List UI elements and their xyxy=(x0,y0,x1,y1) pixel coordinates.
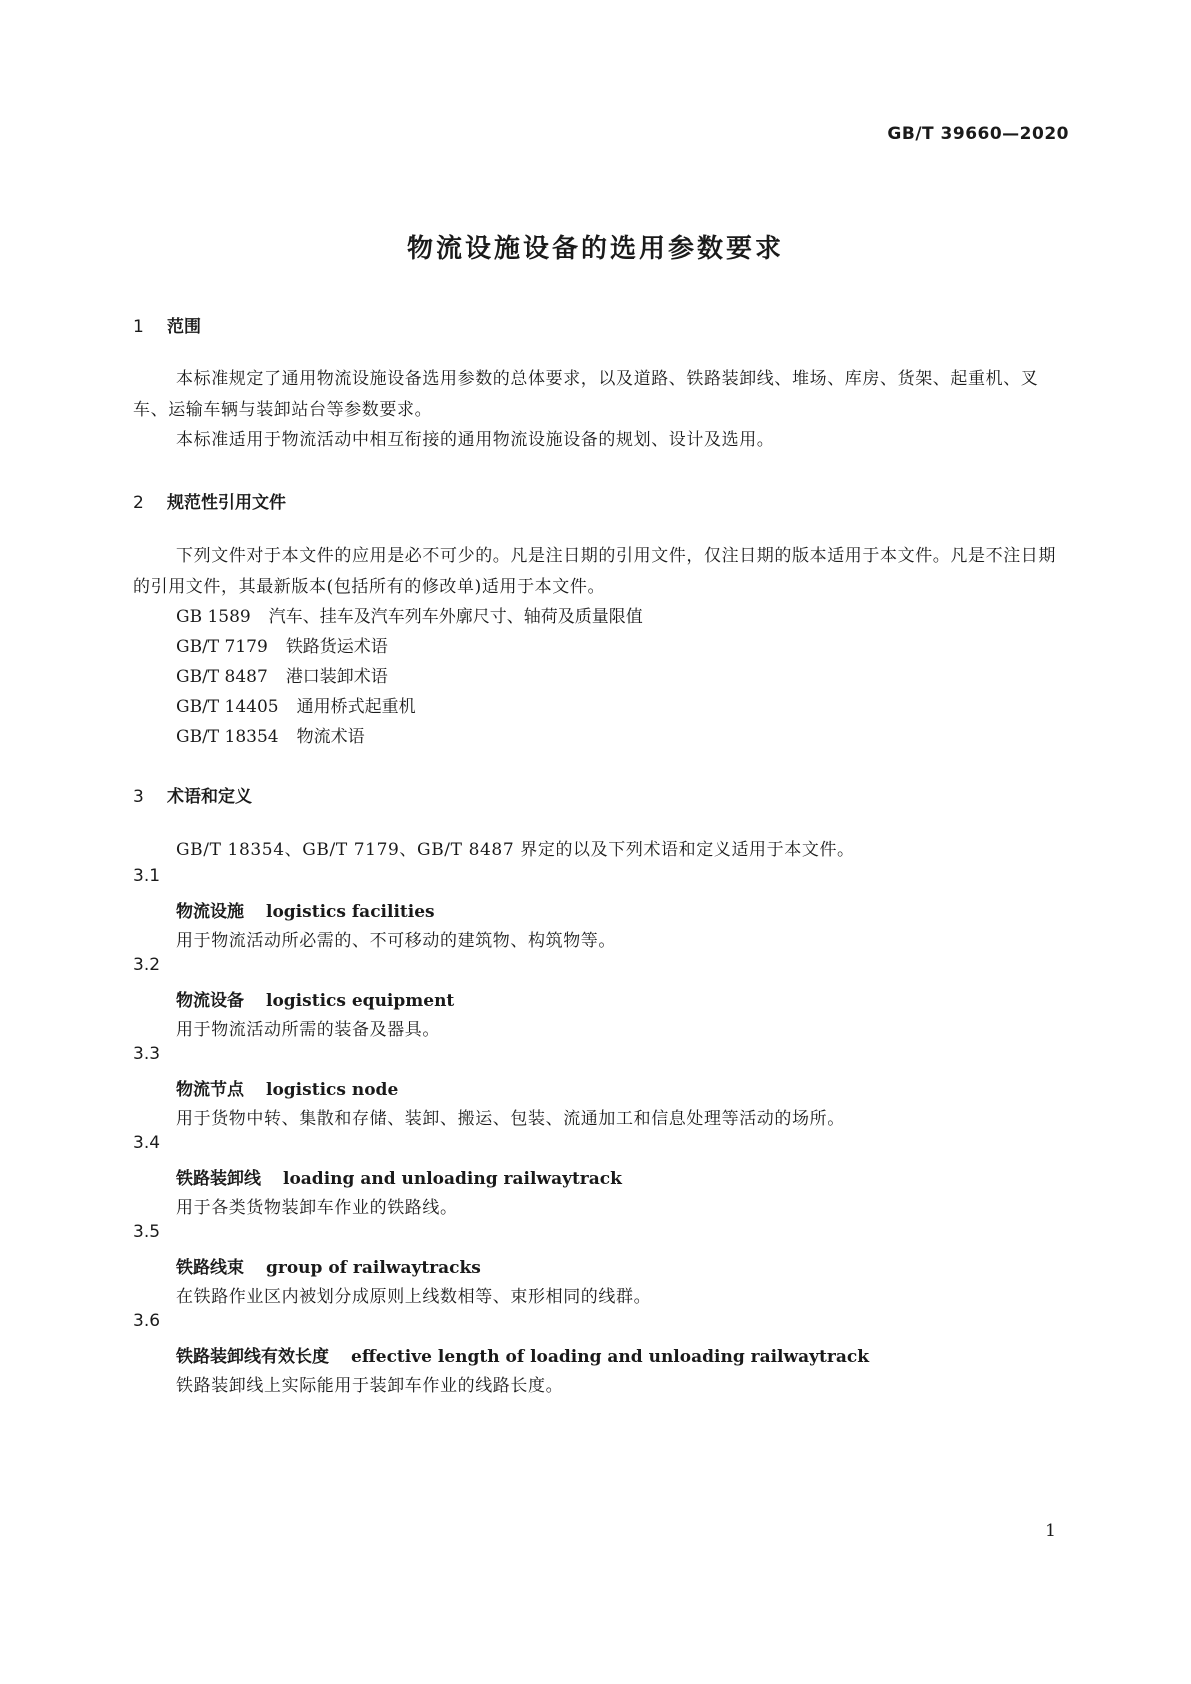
term-name-en: loading and unloading railwaytrack xyxy=(283,1169,622,1189)
term-definition: 铁路装卸线上实际能用于装卸车作业的线路长度。 xyxy=(176,1376,564,1396)
term-definition: 用于货物中转、集散和存储、装卸、搬运、包装、流通加工和信息处理等活动的场所。 xyxy=(176,1109,845,1129)
term-definition: 用于物流活动所需的装备及器具。 xyxy=(176,1020,440,1040)
term-name-en: group of railwaytracks xyxy=(266,1258,481,1278)
reference-code: GB/T 7179 xyxy=(176,637,268,657)
term-name xyxy=(176,986,454,1011)
term-name-en: logistics facilities xyxy=(266,902,435,922)
section-title: 术语和定义 xyxy=(167,787,252,807)
term-name xyxy=(176,897,435,922)
section-number: 2 xyxy=(133,493,144,513)
term-name-zh: 铁路线束 xyxy=(176,1258,244,1278)
term-name-en: logistics equipment xyxy=(266,991,455,1011)
section-number: 1 xyxy=(133,317,144,337)
term-number: 3.2 xyxy=(133,955,161,975)
reference-code: GB 1589 xyxy=(176,607,251,627)
reference-item xyxy=(176,632,388,657)
term-number: 3.1 xyxy=(133,866,161,886)
reference-item xyxy=(176,602,643,627)
term-name xyxy=(176,1164,622,1189)
section-number: 3 xyxy=(133,787,144,807)
reference-code: GB/T 14405 xyxy=(176,697,279,717)
term-name-zh: 物流节点 xyxy=(176,1080,244,1100)
section-title: 规范性引用文件 xyxy=(167,493,286,513)
term-name-en: logistics node xyxy=(266,1080,399,1100)
term-name xyxy=(176,1075,398,1100)
section-3-intro: GB/T 18354、GB/T 7179、GB/T 8487 界定的以及下列术语和定义适用于本文件。 xyxy=(176,840,855,860)
reference-name: 物流术语 xyxy=(296,727,365,747)
reference-name: 通用桥式起重机 xyxy=(296,697,416,717)
term-name xyxy=(176,1253,481,1278)
term-definition: 用于各类货物装卸车作业的铁路线。 xyxy=(176,1198,458,1218)
term-definition: 用于物流活动所必需的、不可移动的建筑物、构筑物等。 xyxy=(176,931,616,951)
term-name-zh: 物流设施 xyxy=(176,902,244,922)
section-2-paragraph-1: 下列文件对于本文件的应用是必不可少的。凡是注日期的引用文件，仅注日期的版本适用于本文件。凡是不注日期的引用文件，其最新版本(包括所有的修改单)适用于本文件。 xyxy=(133,546,1056,597)
term-name-zh: 铁路装卸线有效长度 xyxy=(176,1347,329,1367)
term-name-zh: 铁路装卸线 xyxy=(176,1169,261,1189)
term-number: 3.3 xyxy=(133,1044,161,1064)
term-name-zh: 物流设备 xyxy=(176,991,244,1011)
reference-name: 铁路货运术语 xyxy=(285,637,388,657)
term-definition: 在铁路作业区内被划分成原则上线数相等、束形相同的线群。 xyxy=(176,1287,652,1307)
reference-item xyxy=(176,692,416,717)
section-title: 范围 xyxy=(167,317,201,337)
section-3-heading xyxy=(133,782,252,807)
document-title: 物流设施设备的选用参数要求 xyxy=(406,234,784,264)
reference-code: GB/T 8487 xyxy=(176,667,268,687)
page-number: 1 xyxy=(1045,1521,1056,1541)
term-name-en: effective length of loading and unloading railwaytrack xyxy=(351,1347,869,1367)
term-number: 3.6 xyxy=(133,1311,161,1331)
reference-name: 汽车、挂车及汽车列车外廓尺寸、轴荷及质量限值 xyxy=(268,607,643,627)
term-number: 3.4 xyxy=(133,1133,161,1153)
reference-name: 港口装卸术语 xyxy=(285,667,388,687)
term-number: 3.5 xyxy=(133,1222,161,1242)
section-2-heading xyxy=(133,488,286,513)
reference-item xyxy=(176,662,388,687)
section-1-heading xyxy=(133,312,201,337)
section-1-paragraph-1: 本标准规定了通用物流设施设备选用参数的总体要求，以及道路、铁路装卸线、堆场、库房、货架、起重机、叉车、运输车辆与装卸站台等参数要求。 xyxy=(133,369,1039,420)
section-1-paragraph-2: 本标准适用于物流活动中相互衔接的通用物流设施设备的规划、设计及选用。 xyxy=(176,430,775,450)
standard-code: GB/T 39660—2020 xyxy=(887,124,1069,144)
term-name xyxy=(176,1342,869,1367)
reference-item xyxy=(176,722,365,747)
reference-code: GB/T 18354 xyxy=(176,727,279,747)
